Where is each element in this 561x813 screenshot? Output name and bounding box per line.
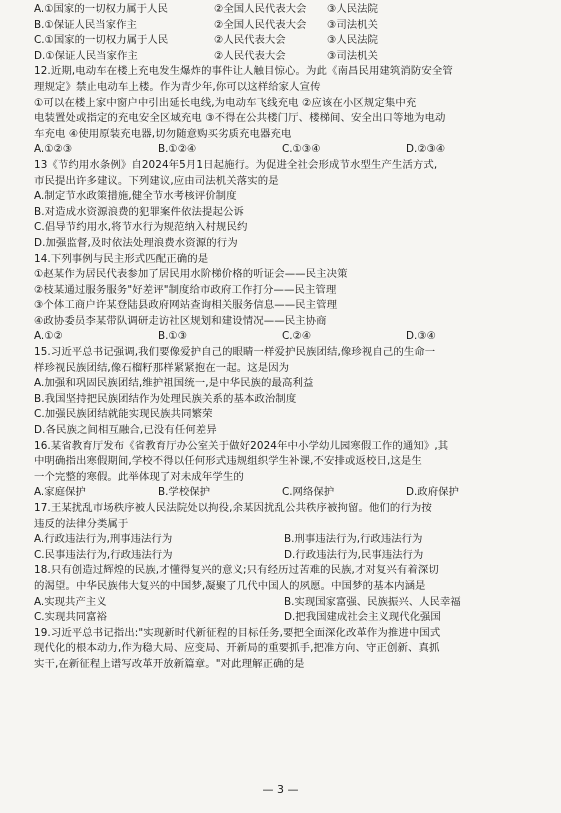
question-11-options	[34, 2, 539, 64]
statement: ③个体工商户许某登陆县政府网站查询相关服务信息——民主管理	[34, 299, 338, 312]
option-b: B.①③	[158, 330, 188, 343]
question-stem: 样珍视民族团结,像石榴籽那样紧紧抱在一起。这是因为	[34, 361, 290, 374]
question-stem: 一个完整的寒假。此举体现了对未成年学生的	[34, 470, 244, 483]
question-stem: 电装置处或指定的充电安全区域充电 ③不得在公共楼门厅、楼梯间、安全出口等地为电动	[34, 112, 446, 125]
option-row	[34, 610, 539, 626]
question-stem: 违反的法律分类属于	[34, 517, 129, 530]
option-b: B.刑事违法行为,行政违法行为	[284, 533, 423, 546]
option-text: ③司法机关	[327, 49, 378, 62]
question-19	[34, 626, 539, 673]
question-18	[34, 563, 539, 625]
statement: ①赵某作为居民代表参加了居民用水阶梯价格的听证会——民主决策	[34, 268, 348, 281]
option-text: C.①国家的一切权力属于人民	[34, 34, 169, 47]
page-number: — 3 —	[262, 783, 299, 796]
option-row	[34, 329, 539, 345]
option-row	[34, 49, 539, 65]
option-b: B.①②④	[158, 143, 197, 156]
option-c: C.倡导节约用水,将节水行为规范纳入村规民约	[34, 221, 248, 234]
option-d: D.加强监督,及时依法处理浪费水资源的行为	[34, 236, 238, 249]
option-b: B.学校保护	[158, 486, 210, 499]
option-text: D.①保证人民当家作主	[34, 49, 138, 62]
question-stem: 16.某省教育厅发布《省教育厅办公室关于做好2024年中小学幼儿园寒假工作的通知》,其	[34, 439, 449, 452]
option-text: ②全国人民代表大会	[214, 18, 307, 31]
option-d: D.③④	[406, 330, 436, 343]
option-row	[34, 33, 539, 49]
option-a: A.①②	[34, 330, 63, 343]
question-14	[34, 252, 539, 346]
option-a: A.①②③	[34, 143, 73, 156]
question-stem: 13《节约用水条例》自2024年5月1日起施行。为促进全社会形成节水型生产生活方式,	[34, 158, 438, 171]
option-d: D.各民族之间相互融合,已没有任何差异	[34, 424, 217, 437]
option-text: B.①保证人民当家作主	[34, 18, 137, 31]
option-text: ③人民法院	[327, 3, 378, 15]
option-c: C.实现共同富裕	[34, 611, 107, 624]
option-c: C.网络保护	[282, 486, 335, 499]
question-stem: 理规定》禁止电动车上楼。作为青少年,你可以这样给家人宣传	[34, 80, 321, 93]
option-d: D.政府保护	[406, 486, 459, 499]
option-text: ③司法机关	[327, 18, 378, 31]
question-stem: 19.习近平总书记指出:"实现新时代新征程的目标任务,要把全面深化改革作为推进中国式	[34, 626, 441, 639]
question-stem: 18.只有创造过辉煌的民族,才懂得复兴的意义;只有经历过苦难的民族,才对复兴有着深切	[34, 564, 439, 577]
question-13	[34, 158, 539, 252]
question-stem: 市民提出许多建议。下列建议,应由司法机关落实的是	[34, 174, 279, 187]
option-d: D.把我国建成社会主义现代化强国	[284, 611, 441, 624]
option-c: C.②④	[282, 330, 312, 343]
question-stem: 实干,在新征程上谱写改革开放新篇章。"对此理解正确的是	[34, 657, 305, 670]
statement: ④政协委员李某带队调研走访社区规划和建设情况——民主协商	[34, 314, 327, 327]
option-b: B.对造成水资源浪费的犯罪案件依法提起公诉	[34, 205, 244, 218]
option-row	[34, 18, 539, 34]
option-c: C.①③④	[282, 143, 321, 156]
question-stem: ①可以在楼上家中窗户中引出延长电线,为电动车飞线充电 ②应该在小区规定集中充	[34, 96, 417, 109]
option-row	[34, 2, 539, 18]
option-a: A.家庭保护	[34, 486, 86, 499]
option-text: ③人民法院	[327, 34, 378, 47]
question-stem: 12.近期,电动车在楼上充电发生爆炸的事件让人触目惊心。为此《南昌民用建筑消防安全管	[34, 65, 453, 78]
option-b: B.实现国家富强、民族振兴、人民幸福	[284, 595, 461, 608]
option-row	[34, 485, 539, 501]
question-stem: 17.王某扰乱市场秩序被人民法院处以拘役,余某因扰乱公共秩序被拘留。他们的行为按	[34, 502, 432, 514]
question-16	[34, 439, 539, 501]
option-text: ②全国人民代表大会	[214, 3, 307, 15]
option-b: B.我国坚持把民族团结作为处理民族关系的基本政治制度	[34, 392, 297, 405]
option-row	[34, 548, 539, 564]
option-d: D.行政违法行为,民事违法行为	[284, 548, 424, 561]
option-text: ②人民代表大会	[214, 34, 286, 47]
option-row	[34, 595, 539, 611]
question-15	[34, 345, 539, 439]
question-stem: 的渴望。中华民族伟大复兴的中国梦,凝聚了几代中国人的夙愿。中国梦的基本内涵是	[34, 579, 426, 592]
question-stem: 现代化的根本动力,作为稳大局、应变局、开新局的重要抓手,把准方向、守正创新、真抓	[34, 642, 440, 655]
option-c: C.民事违法行为,行政违法行为	[34, 548, 173, 561]
question-stem: 车充电 ④使用原装充电器,切勿随意购买劣质充电器充电	[34, 127, 292, 140]
option-text: ②人民代表大会	[214, 49, 286, 62]
option-a: A.制定节水政策措施,健全节水考核评价制度	[34, 190, 237, 203]
statement: ②枝某通过服务服务"好差评"制度给市政府工作打分——民主管理	[34, 283, 337, 296]
option-row	[34, 532, 539, 548]
option-d: D.②③④	[406, 143, 446, 156]
option-text: A.①国家的一切权力属于人民	[34, 3, 168, 15]
question-17	[34, 501, 539, 563]
option-a: A.实现共产主义	[34, 595, 107, 608]
question-12	[34, 64, 539, 158]
option-row	[34, 142, 539, 158]
option-c: C.加强民族团结就能实现民族共同繁荣	[34, 408, 213, 421]
option-a: A.行政违法行为,刑事违法行为	[34, 533, 173, 546]
question-stem: 14.下列事例与民主形式匹配正确的是	[34, 252, 209, 265]
question-stem: 15.习近平总书记强调,我们要像爱护自己的眼睛一样爱护民族团结,像珍视自己的生命一	[34, 346, 436, 359]
question-stem: 中明确指出寒假期间,学校不得以任何形式违规组织学生补课,不安排或返校日,这是生	[34, 455, 422, 468]
option-a: A.加强和巩固民族团结,维护祖国统一,是中华民族的最高利益	[34, 377, 314, 390]
